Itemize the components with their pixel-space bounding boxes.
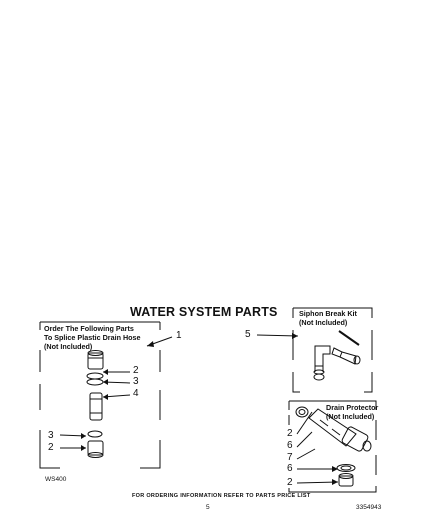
document-number: 3354943 xyxy=(356,504,382,511)
page-number: 5 xyxy=(206,504,210,511)
drain-box-label: Drain Protector (Not Included) xyxy=(326,403,379,421)
callout-3: 3 xyxy=(133,376,139,387)
callout-4: 4 xyxy=(133,388,139,399)
page-title: WATER SYSTEM PARTS xyxy=(130,305,278,319)
diagram-code: WS400 xyxy=(45,476,67,483)
callout-drain-6-lower: 6 xyxy=(287,463,293,474)
splice-box-label: Order The Following Parts To Splice Plastic Drain Hose (Not Included) xyxy=(44,324,141,351)
callout-1: 1 xyxy=(176,330,182,341)
callout-drain-6: 6 xyxy=(287,440,293,451)
siphon-box-label: Siphon Break Kit (Not Included) xyxy=(299,309,357,327)
callout-drain-2: 2 xyxy=(287,428,293,439)
callout-drain-7: 7 xyxy=(287,452,293,463)
callout-2-lower: 2 xyxy=(48,442,54,453)
splice-box-frame xyxy=(40,322,160,468)
callout-3-lower: 3 xyxy=(48,430,54,441)
callout-5: 5 xyxy=(245,329,251,340)
callout-drain-2-lower: 2 xyxy=(287,477,293,488)
ordering-footer: FOR ORDERING INFORMATION REFER TO PARTS PRICE LIST xyxy=(132,493,311,499)
siphon-box-frame xyxy=(293,308,372,392)
callout-2: 2 xyxy=(133,365,139,376)
